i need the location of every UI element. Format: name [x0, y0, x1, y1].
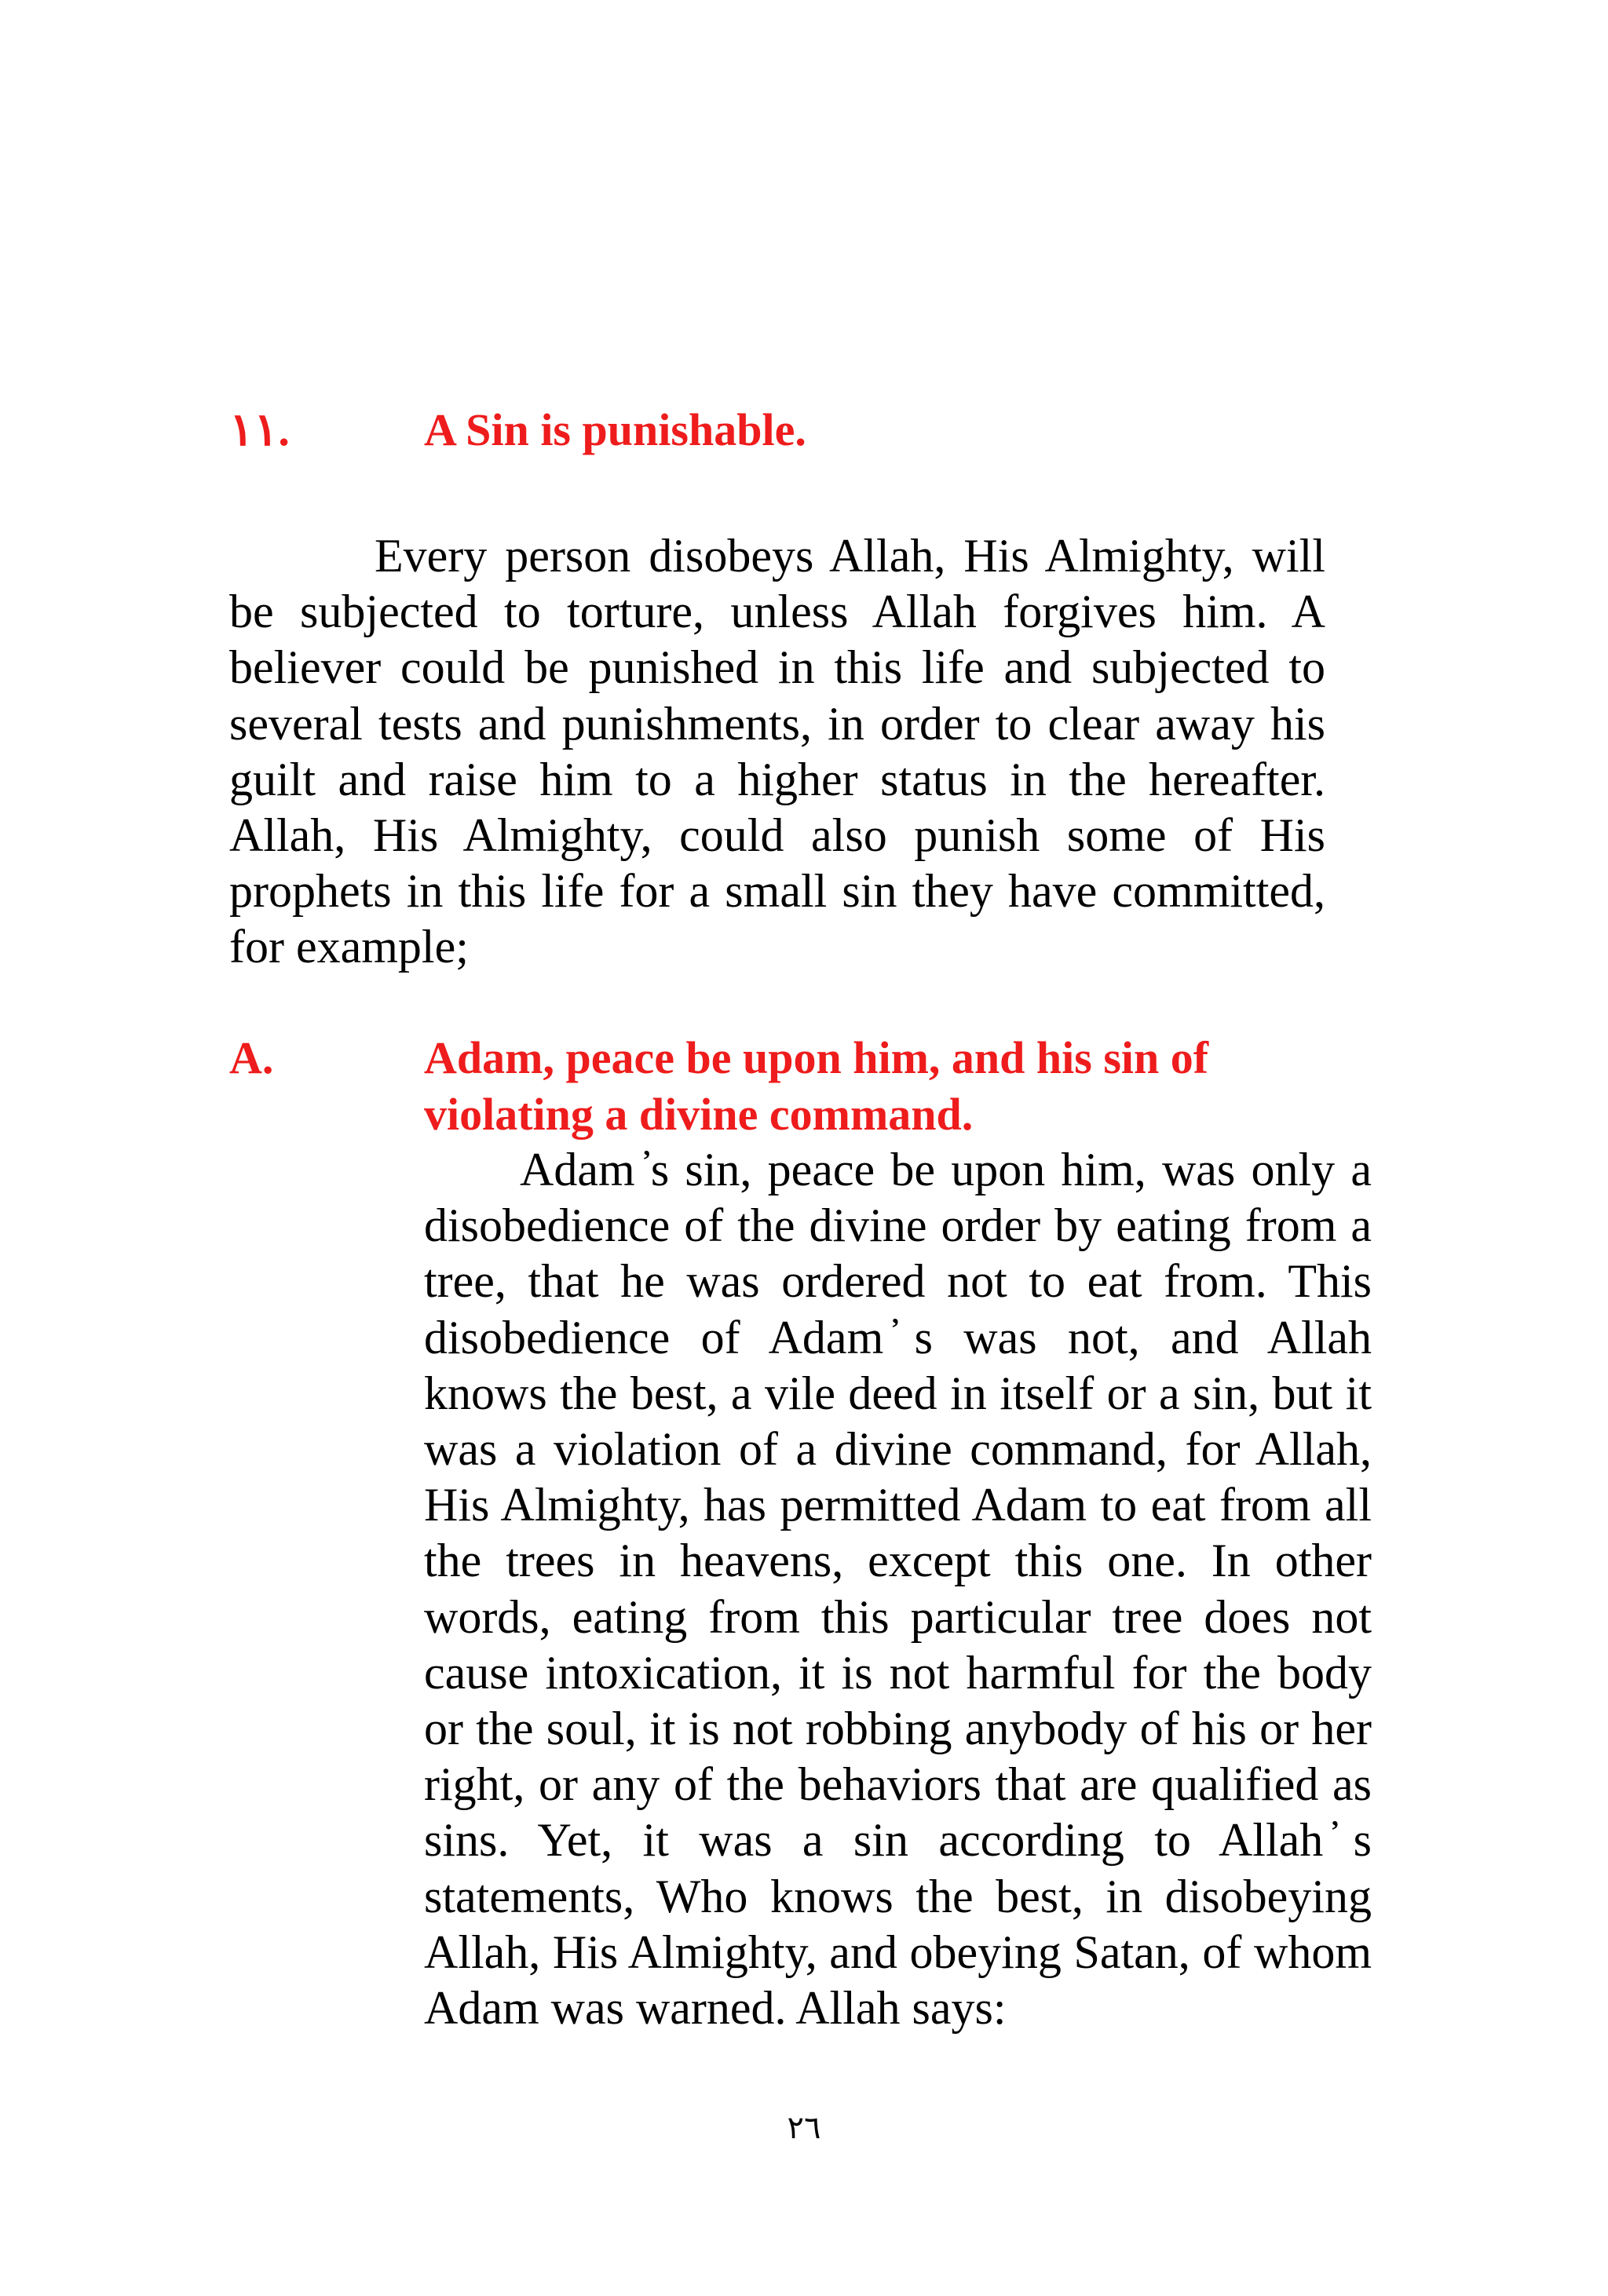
subsection-label: A. [229, 1032, 274, 1083]
section-title: A Sin is punishable. [424, 404, 806, 455]
subsection-title: Adam, peace be upon him, and his sin of violating a divine command. [424, 1032, 1209, 1140]
section-number: ١١. [229, 404, 290, 455]
subsection-paragraph: Adam ̓s sin, peace be upon him, was only a disobedience of the divine order by eating from a tree, that he was ordered not to eat from. This disobedience of Adam ̓s was not, and Allah knows the best, a vile deed in itself or a sin, but it was a violation of a divine command, for Allah, His Almighty, has permitted Adam to eat from all the trees in heavens, except this one. In other words, eating from this particular tree does not cause intoxication, it is not harmful for the body or the soul, it is not robbing anybody of his or her right, or any of the behaviors that are qualified as sins. Yet, it was a sin according to Allah ̓s statements, Who knows the best, in disobeying Allah, His Almighty, and obeying Satan, of whom Adam was warned. Allah says: [424, 1144, 1372, 2035]
section-paragraph: Every person disobeys Allah, His Almighty, will be subjected to torture, unless Allah forgives him. A believer could be punished in this life and subjected to several tests and punishments, in order to clear away his guilt and raise him to a higher status in the hereafter. Allah, His Almighty, could also punish some of His prophets in this life for a small sin they have committed, for example; [229, 530, 1325, 973]
page-number: ٢٦ [787, 2110, 821, 2145]
